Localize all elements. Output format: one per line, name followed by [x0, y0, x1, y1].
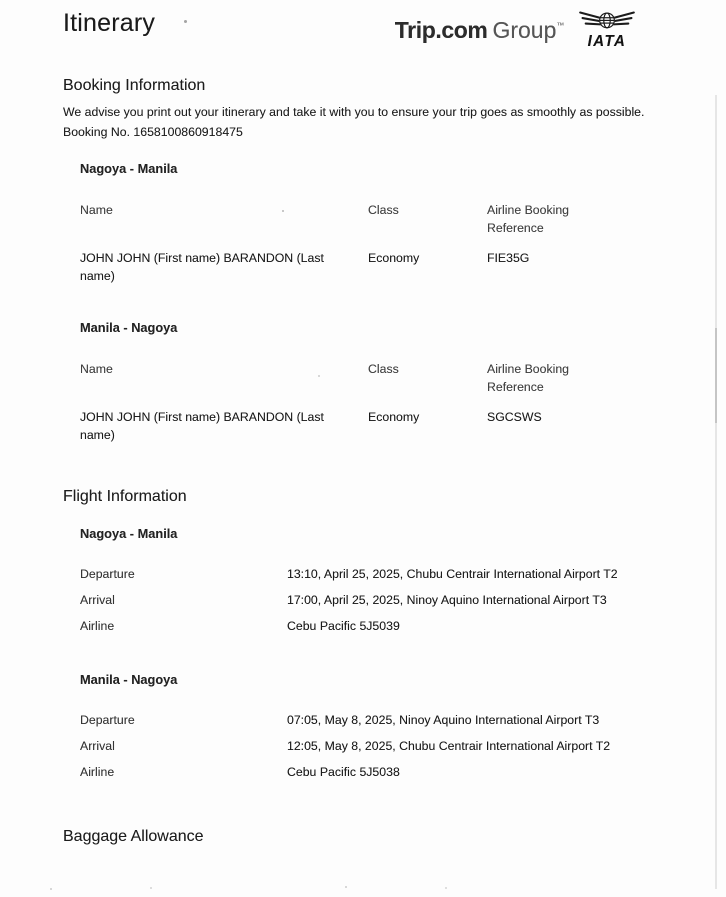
baggage-allowance-section — [63, 827, 726, 846]
flight-detail-row — [80, 711, 726, 729]
booking-table — [80, 201, 726, 285]
departure-label: Departure — [80, 713, 135, 727]
airline-label: Airline — [80, 619, 115, 633]
flight-detail-row — [80, 591, 726, 609]
route-heading: Manila - Nagoya — [80, 672, 178, 687]
departure-value: 07:05, May 8, 2025, Ninoy Aquino International Airport T3 — [287, 713, 600, 727]
route-heading: Nagoya - Manila — [80, 161, 178, 176]
departure-label: Departure — [80, 567, 135, 581]
flight-segment — [80, 673, 726, 781]
flight-information-heading: Flight Information — [63, 488, 187, 505]
scan-speck — [150, 887, 152, 889]
booking-table-header — [80, 201, 726, 237]
iata-wings-globe-icon — [577, 10, 637, 34]
passenger-name: JOHN JOHN (First name) BARANDON (Last name) — [80, 410, 324, 442]
trademark-symbol: ™ — [556, 21, 564, 30]
booking-information-section — [63, 76, 726, 444]
flight-detail-row — [80, 737, 726, 755]
column-header-reference: Airline Booking Reference — [487, 362, 570, 394]
document-header — [63, 0, 726, 56]
airline-label: Airline — [80, 765, 115, 779]
scan-speck — [445, 887, 447, 889]
scan-speck — [345, 886, 347, 888]
iata-logo — [577, 10, 637, 50]
airline-value: Cebu Pacific 5J5039 — [287, 619, 400, 633]
route-heading: Manila - Nagoya — [80, 320, 178, 335]
flight-detail-row — [80, 763, 726, 781]
table-row — [80, 408, 726, 444]
departure-value: 13:10, April 25, 2025, Chubu Centrair International Airport T2 — [287, 567, 618, 581]
column-header-class: Class — [368, 203, 399, 217]
baggage-allowance-heading: Baggage Allowance — [63, 828, 204, 845]
arrival-value: 12:05, May 8, 2025, Chubu Centrair International Airport T2 — [287, 739, 611, 753]
flight-detail-row — [80, 565, 726, 583]
tripcom-logo-group: Group — [492, 17, 557, 43]
airline-value: Cebu Pacific 5J5038 — [287, 765, 400, 779]
flight-segment — [80, 527, 726, 635]
flight-detail-row — [80, 617, 726, 635]
column-header-name: Name — [80, 203, 113, 217]
route-heading: Nagoya - Manila — [80, 526, 178, 541]
column-header-name: Name — [80, 362, 113, 376]
booking-table — [80, 360, 726, 444]
booking-segment — [80, 162, 726, 285]
table-row — [80, 249, 726, 285]
tripcom-logo-trip: Trip — [394, 17, 436, 43]
cabin-class: Economy — [368, 251, 420, 265]
airline-booking-reference: FIE35G — [487, 251, 530, 265]
booking-table-header — [80, 360, 726, 396]
arrival-label: Arrival — [80, 739, 115, 753]
column-header-class: Class — [368, 362, 399, 376]
tripcom-group-logo — [395, 17, 564, 44]
scan-speck — [50, 888, 52, 890]
column-header-reference: Airline Booking Reference — [487, 203, 570, 235]
brand-logos — [395, 8, 637, 50]
flight-details — [80, 565, 726, 635]
tripcom-logo-com: com — [441, 17, 488, 43]
flight-information-section — [63, 487, 726, 781]
iata-logo-label: IATA — [587, 32, 627, 51]
cabin-class: Economy — [368, 410, 420, 424]
arrival-label: Arrival — [80, 593, 115, 607]
page-title: Itinerary — [63, 9, 156, 37]
arrival-value: 17:00, April 25, 2025, Ninoy Aquino International Airport T3 — [287, 593, 607, 607]
tripcom-logo-dot: . — [435, 17, 442, 43]
booking-segment — [80, 321, 726, 444]
airline-booking-reference: SGCSWS — [487, 410, 542, 424]
booking-information-heading: Booking Information — [63, 77, 206, 94]
booking-number: Booking No. 1658100860918475 — [63, 125, 243, 139]
passenger-name: JOHN JOHN (First name) BARANDON (Last name) — [80, 251, 324, 283]
print-advisory-text: We advise you print out your itinerary and take it with you to ensure your trip goes as smoothly as possible. — [63, 105, 645, 119]
flight-details — [80, 711, 726, 781]
